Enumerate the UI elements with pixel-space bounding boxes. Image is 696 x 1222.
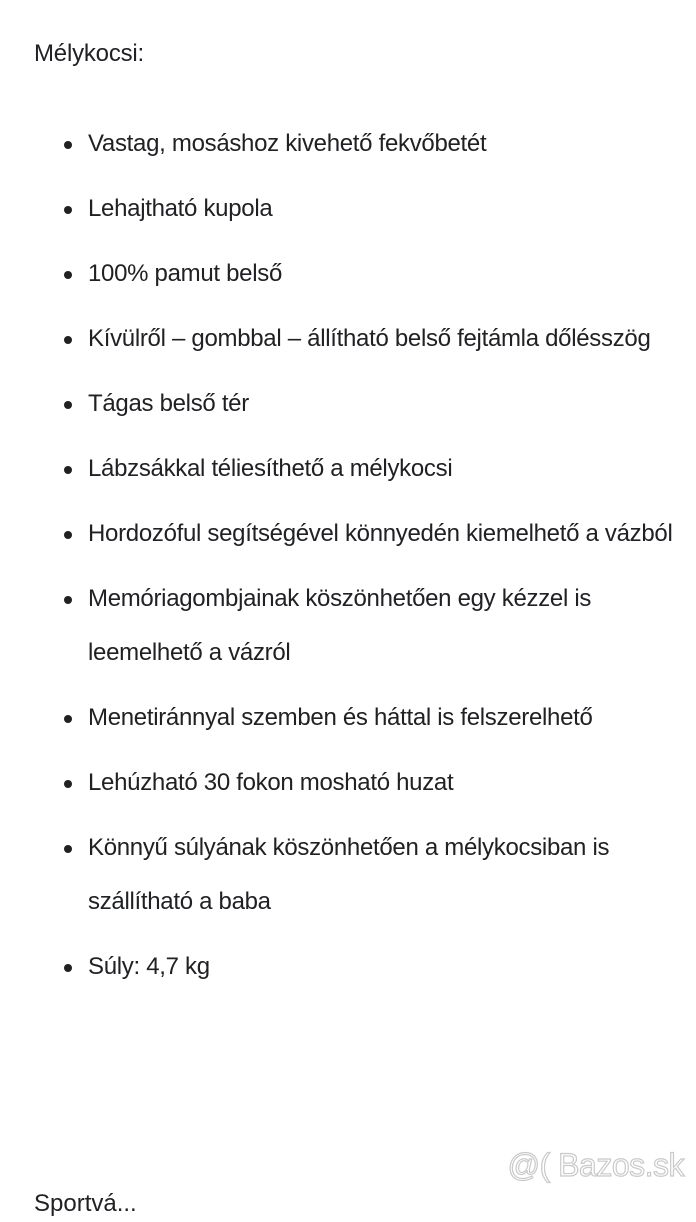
bullet-icon: [64, 596, 72, 604]
bullet-icon: [64, 531, 72, 539]
bullet-icon: [64, 206, 72, 214]
list-item: [34, 691, 676, 745]
section-heading: Mélykocsi:: [34, 40, 145, 67]
bullet-icon: [64, 336, 72, 344]
list-item: [34, 117, 676, 171]
list-item-text: 100% pamut belső: [88, 260, 282, 287]
bullet-icon: [64, 401, 72, 409]
list-item-text: Lehajtható kupola: [88, 195, 273, 222]
next-section-heading: Sportvá...: [34, 1190, 137, 1217]
list-item-text: Menetiránnyal szemben és háttal is felszerelhető: [88, 704, 593, 731]
list-item-text: Lehúzható 30 fokon mosható huzat: [88, 769, 454, 796]
bullet-icon: [64, 780, 72, 788]
list-item: [34, 507, 676, 561]
bullet-icon: [64, 271, 72, 279]
list-item-text: Könnyű súlyának köszönhetően a mélykocsiban is szállítható a baba: [88, 834, 610, 915]
list-item: [34, 821, 676, 929]
bullet-icon: [64, 141, 72, 149]
list-item: [34, 182, 676, 236]
list-item: [34, 442, 676, 496]
bazos-watermark: @( Bazos.sk: [507, 1147, 684, 1183]
product-description: [34, 36, 676, 1005]
bullet-icon: [64, 715, 72, 723]
list-item: [34, 756, 676, 810]
list-item-text: Kívülről – gombbal – állítható belső fejtámla dőlésszög: [88, 325, 651, 352]
bullet-icon: [64, 964, 72, 972]
list-item: [34, 572, 676, 680]
list-item: [34, 247, 676, 301]
bullet-icon: [64, 845, 72, 853]
list-item-text: Memóriagombjainak köszönhetően egy kézzel is leemelhető a vázról: [88, 585, 592, 666]
list-item: [34, 377, 676, 431]
list-item: [34, 940, 676, 994]
feature-list: [34, 117, 676, 994]
list-item-text: Súly: 4,7 kg: [88, 953, 210, 980]
list-item-text: Tágas belső tér: [88, 390, 249, 417]
bullet-icon: [64, 466, 72, 474]
list-item-text: Vastag, mosáshoz kivehető fekvőbetét: [88, 130, 487, 157]
list-item-text: Hordozóful segítségével könnyedén kiemelhető a vázból: [88, 520, 673, 547]
list-item: [34, 312, 676, 366]
list-item-text: Lábzsákkal téliesíthető a mélykocsi: [88, 455, 453, 482]
